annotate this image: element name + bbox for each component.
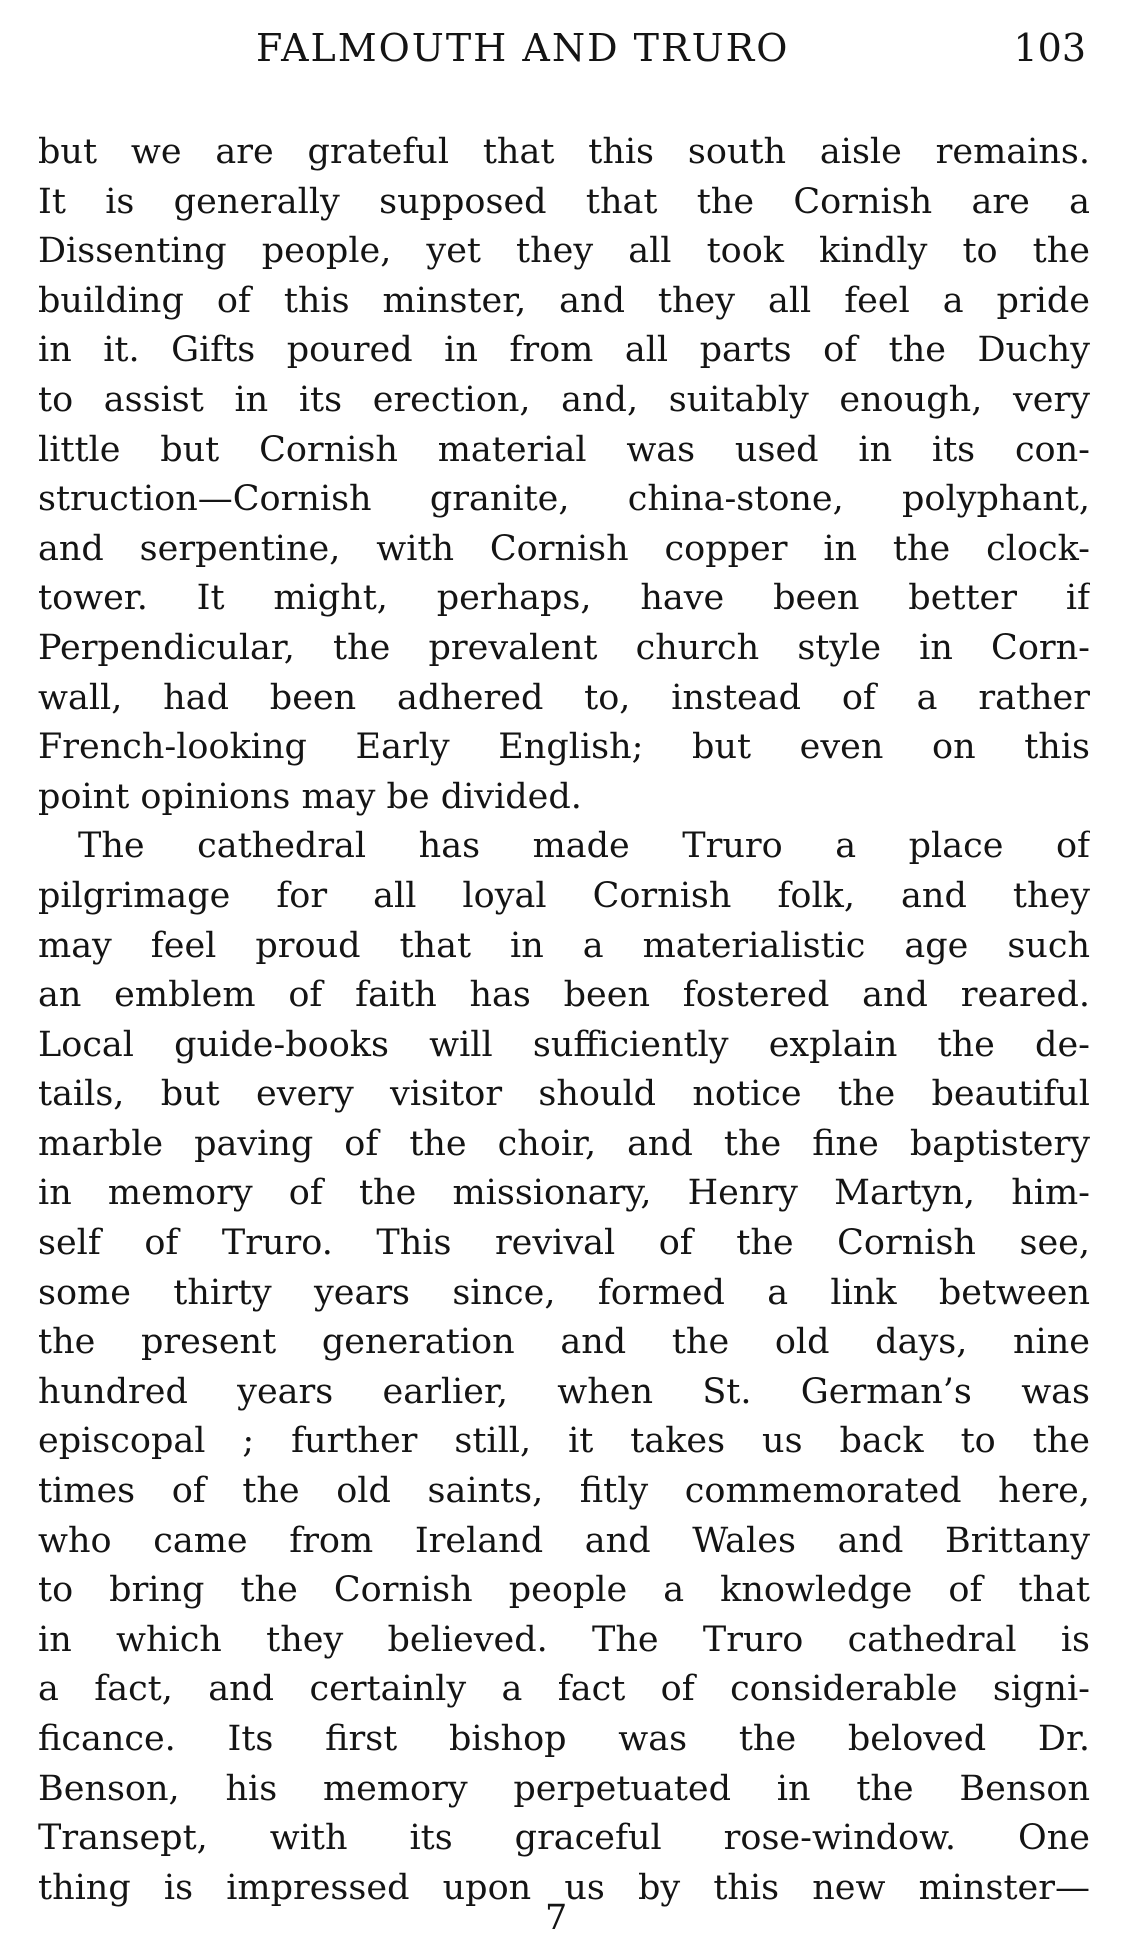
text-line: struction—Cornish granite, china-stone, polyphant, — [38, 479, 1090, 520]
text-line: but we are grateful that this south aisle remains. — [38, 132, 1090, 172]
text-line: Perpendicular, the prevalent church style in Corn- — [38, 627, 1090, 668]
text-line: The cathedral has made Truro a place of — [78, 826, 1090, 867]
running-head — [36, 26, 1086, 76]
text-line: tower. It might, perhaps, have been better if — [38, 578, 1090, 619]
text-line: episcopal ; further still, it takes us back to the — [38, 1421, 1090, 1462]
text-line: hundred years earlier, when St. German’s was — [38, 1371, 1090, 1412]
text-line: thing is impressed upon us by this new minster— — [38, 1867, 1090, 1908]
text-line: in which they believed. The Truro cathedral is — [38, 1619, 1090, 1660]
text-line: to assist in its erection, and, suitably enough, very — [38, 379, 1090, 420]
text-line: Benson, his memory perpetuated in the Benson — [38, 1768, 1090, 1809]
body-text — [38, 128, 1090, 1913]
text-line: point opinions may be divided. — [38, 776, 582, 817]
text-line: tails, but every visitor should notice the beautiful — [38, 1074, 1090, 1115]
text-line: a fact, and certainly a fact of considerable signi- — [38, 1669, 1090, 1710]
text-line: times of the old saints, fitly commemorated here, — [38, 1471, 1090, 1512]
text-line: to bring the Cornish people a knowledge of that — [38, 1570, 1090, 1611]
text-line: and serpentine, with Cornish copper in the clock- — [38, 528, 1090, 569]
text-line: the present generation and the old days, nine — [38, 1322, 1090, 1363]
text-line: little but Cornish material was used in its con- — [38, 429, 1090, 470]
text-line: marble paving of the choir, and the fine baptistery — [38, 1123, 1090, 1164]
text-line: an emblem of faith has been fostered and reared. — [38, 975, 1090, 1016]
text-line: in memory of the missionary, Henry Martyn, him- — [38, 1173, 1090, 1214]
text-line: may feel proud that in a materialistic age such — [38, 925, 1090, 966]
text-line: Dissenting people, yet they all took kindly to the — [38, 231, 1090, 272]
text-line: who came from Ireland and Wales and Brittany — [38, 1520, 1090, 1561]
text-line: some thirty years since, formed a link between — [38, 1272, 1090, 1313]
running-title: FALMOUTH AND TRURO — [256, 26, 790, 70]
text-line: It is generally supposed that the Cornish are a — [38, 181, 1090, 222]
text-line: pilgrimage for all loyal Cornish folk, and they — [38, 875, 1090, 916]
text-line: in it. Gifts poured in from all parts of the Duchy — [38, 330, 1090, 371]
text-line: self of Truro. This revival of the Cornish see, — [38, 1223, 1090, 1264]
text-line: building of this minster, and they all feel a pride — [38, 280, 1090, 321]
text-line: French-looking Early English; but even on this — [38, 727, 1090, 768]
text-line: Transept, with its graceful rose-window. One — [38, 1818, 1090, 1859]
text-line: wall, had been adhered to, instead of a rather — [38, 677, 1090, 718]
signature-mark: 7 — [545, 1898, 568, 1938]
page-number: 103 — [1013, 26, 1086, 70]
text-line: ficance. Its first bishop was the beloved Dr. — [38, 1719, 1090, 1759]
text-line: Local guide-books will sufficiently explain the de- — [38, 1024, 1090, 1065]
